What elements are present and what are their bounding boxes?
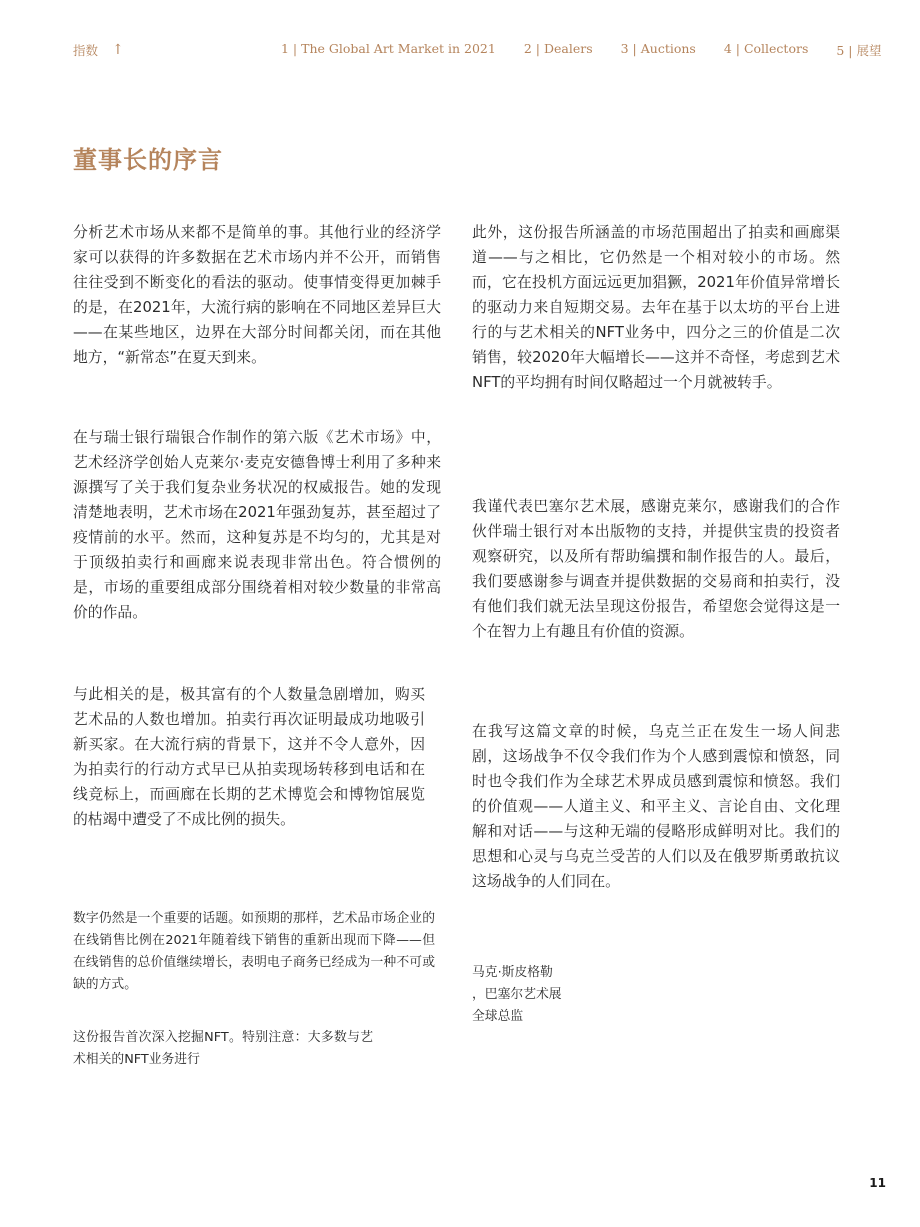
signature-name: 马克·斯皮格勒	[472, 965, 553, 980]
up-arrow-icon: ↑	[112, 42, 124, 58]
paragraph: 与此相关的是，极其富有的个人数量急剧增加，购买艺术品的人数也增加。拍卖行再次证明最成功地吸引新买家。在大流行病的背景下，这并不令人意外，因为拍卖行的行动方式早已从拍卖现场转移到电话和在线竞标上，而画廊在长期的艺术博览会和博物馆展览的枯竭中遭受了不成比例的损失。	[73, 686, 425, 828]
paragraph: 分析艺术市场从来都不是简单的事。其他行业的经济学家可以获得的许多数据在艺术市场内并不公开，而销售往往受到不断变化的看法的驱动。使事情变得更加棘手的是，在2021年，大流行病的影响在不同地区差异巨大——在某些地区，边界在大部分时间都关闭，而在其他地方，“新常态”在夏天到来。	[73, 224, 441, 366]
nav-link-global-art-market[interactable]: 1 | The Global Art Market in 2021	[281, 41, 496, 56]
nav-link-dealers[interactable]: 2 | Dealers	[523, 41, 593, 56]
paragraph: 我谨代表巴塞尔艺术展，感谢克莱尔，感谢我们的合作伙伴瑞士银行对本出版物的支持，并提供宝贵的投资者观察研究，以及所有帮助编撰和制作报告的人。最后，我们要感谢参与调查并提供数据的交易商和拍卖行，没有他们我们就无法呈现这份报告，希望您会觉得这是一个在智力上有趣且有价值的资源。	[472, 498, 840, 640]
paragraph: 这份报告首次深入挖掘NFT。特别注意：大多数与艺术相关的NFT业务进行	[73, 1030, 373, 1067]
paragraph: 在与瑞士银行瑞银合作制作的第六版《艺术市场》中，艺术经济学创始人克莱尔·麦克安德鲁博士利用了多种来源撰写了关于我们复杂业务状况的权威报告。她的发现清楚地表明，艺术市场在2021年强劲复苏，甚至超过了疫情前的水平。然而，这种复苏是不均匀的，尤其是对于顶级拍卖行和画廊来说表现非常出色。符合惯例的是，市场的重要组成部分围绕着相对较少数量的非常高价的作品。	[73, 429, 441, 621]
page-title: 董事长的序言	[73, 146, 223, 174]
paragraph: 此外，这份报告所涵盖的市场范围超出了拍卖和画廊渠道——与之相比，它仍然是一个相对较小的市场。然而，它在投机方面远远更加猖獗，2021年价值异常增长的驱动力来自短期交易。去年在基于以太坊的平台上进行的与艺术相关的NFT业务中，四分之三的价值是二次销售，较2020年大幅增长——这并不奇怪，考虑到艺术NFT的平均拥有时间仅略超过一个月就被转手。	[472, 224, 840, 391]
signature	[472, 962, 562, 1028]
top-navigation	[0, 41, 920, 61]
nav-link-auctions[interactable]: 3 | Auctions	[620, 41, 696, 56]
page-number: 11	[869, 1176, 886, 1190]
index-label: 指数	[73, 43, 99, 58]
signature-org: ，巴塞尔艺术展	[472, 987, 562, 1002]
paragraph: 数字仍然是一个重要的话题。如预期的那样，艺术品市场企业的在线销售比例在2021年随着线下销售的重新出现而下降——但在线销售的总价值继续增长，表明电子商务已经成为一种不可或缺的方式。	[73, 911, 435, 992]
index-link[interactable]	[73, 41, 124, 59]
nav-link-collectors[interactable]: 4 | Collectors	[723, 41, 809, 56]
signature-role: 全球总监	[472, 1009, 524, 1024]
nav-link-outlook[interactable]: 5 | 展望	[836, 43, 882, 58]
chapter-links	[281, 41, 882, 59]
paragraph: 在我写这篇文章的时候，乌克兰正在发生一场人间悲剧，这场战争不仅令我们作为个人感到震惊和愤怒，同时也令我们作为全球艺术界成员感到震惊和愤怒。我们的价值观——人道主义、和平主义、言论自由、文化理解和对话——与这种无端的侵略形成鲜明对比。我们的思想和心灵与乌克兰受苦的人们以及在俄罗斯勇敢抗议这场战争的人们同在。	[472, 723, 840, 890]
